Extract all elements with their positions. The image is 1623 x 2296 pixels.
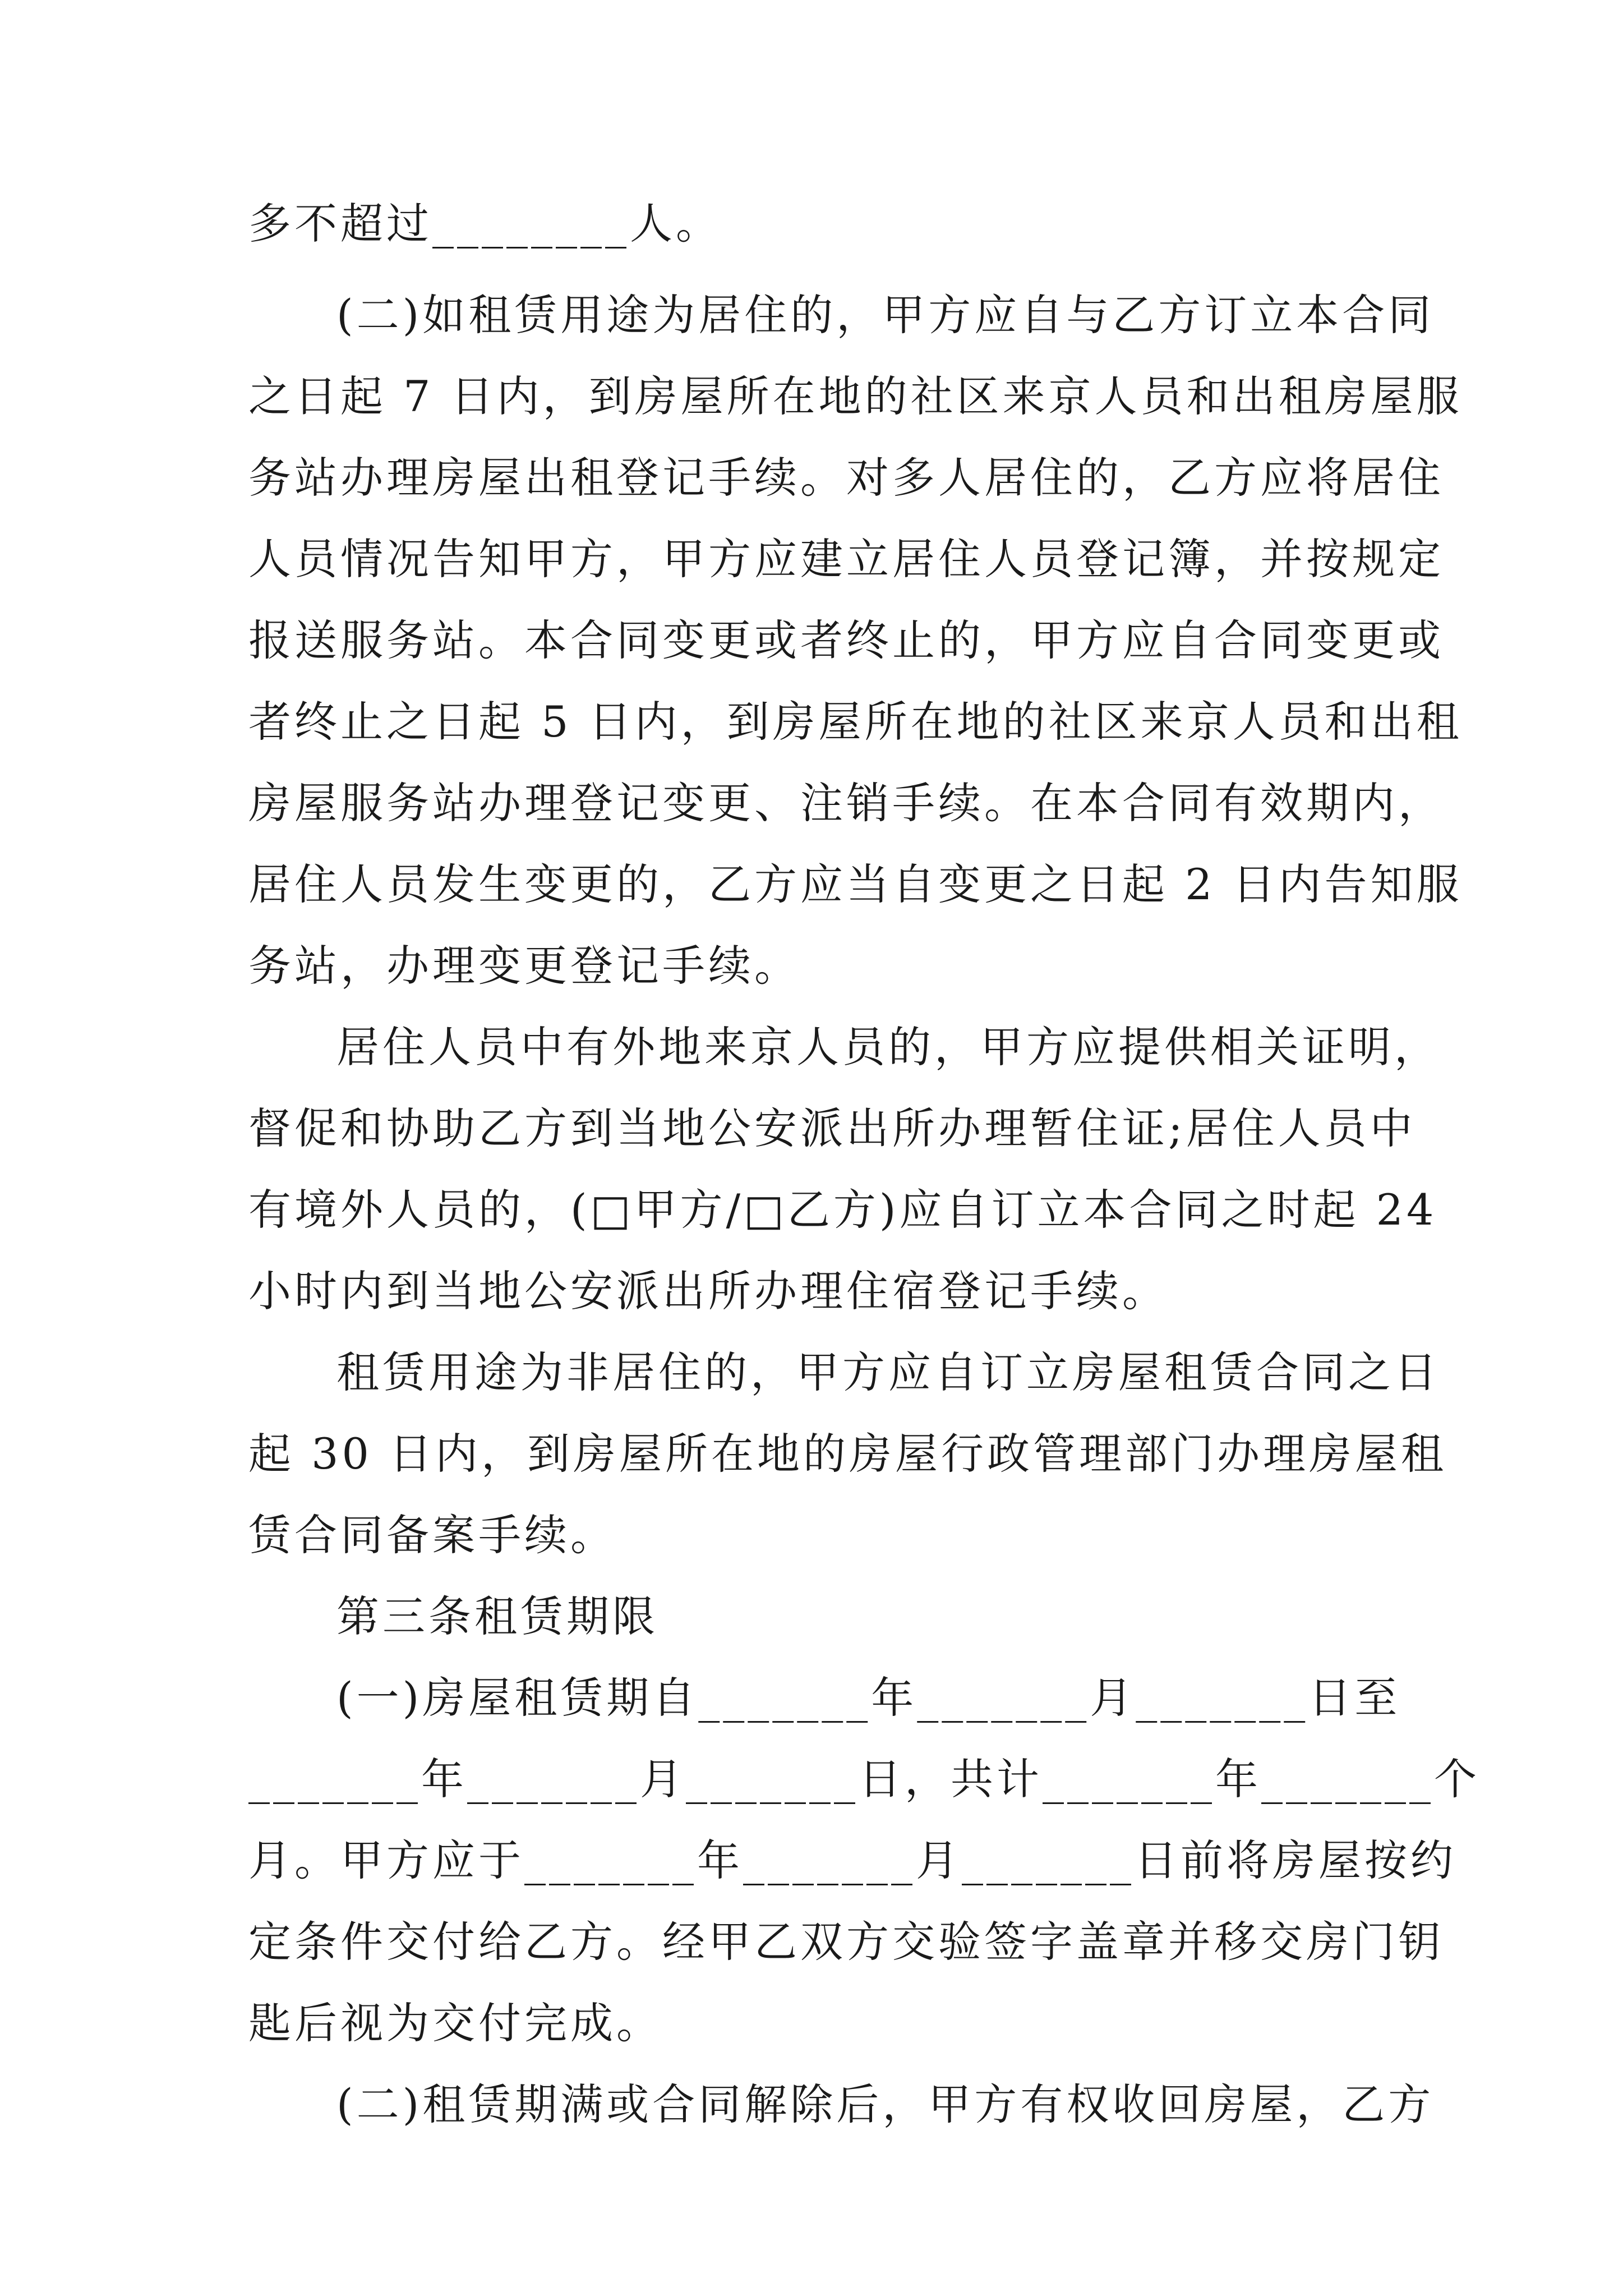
text-line-20: _______年_______月_______日，共计_______年_______个 [248, 1754, 1480, 1804]
text-line-9: 居住人员发生变更的，乙方应当自变更之日起 2 日内告知服 [248, 859, 1463, 909]
text-line-16: 起 30 日内，到房屋所在地的房屋行政管理部门办理房屋租 [248, 1429, 1447, 1479]
text-line-13: 有境外人员的，(□甲方/□乙方)应自订立本合同之时起 24 [248, 1185, 1437, 1235]
text-line-19: (一)房屋租赁期自_______年_______月_______日至 [336, 1673, 1401, 1723]
text-line-14: 小时内到当地公安派出所办理住宿登记手续。 [248, 1266, 1168, 1316]
section-heading: 第三条租赁期限 [336, 1591, 658, 1641]
text-line-10: 务站，办理变更登记手续。 [248, 941, 800, 991]
text-line-7: 者终止之日起 5 日内，到房屋所在地的社区来京人员和出租 [248, 697, 1463, 747]
text-line-23: 匙后视为交付完成。 [248, 1998, 662, 2048]
text-line-24: (二)租赁期满或合同解除后，甲方有权收回房屋，乙方 [336, 2079, 1435, 2129]
text-line-6: 报送服务站。本合同变更或者终止的，甲方应自合同变更或 [248, 615, 1444, 665]
text-line-22: 定条件交付给乙方。经甲乙双方交验签字盖章并移交房门钥 [248, 1917, 1444, 1967]
text-line-1: 多不超过________人。 [248, 199, 722, 249]
text-line-11: 居住人员中有外地来京人员的，甲方应提供相关证明， [336, 1022, 1440, 1072]
text-line-3: 之日起 7 日内，到房屋所在地的社区来京人员和出租房屋服 [248, 371, 1463, 421]
text-line-15: 租赁用途为非居住的，甲方应自订立房屋租赁合同之日 [336, 1347, 1440, 1397]
text-line-17: 赁合同备案手续。 [248, 1510, 616, 1560]
text-line-21: 月。甲方应于_______年_______月_______日前将房屋按约 [248, 1835, 1456, 1885]
text-line-4: 务站办理房屋出租登记手续。对多人居住的，乙方应将居住 [248, 453, 1444, 503]
text-line-5: 人员情况告知甲方，甲方应建立居住人员登记簿，并按规定 [248, 534, 1444, 584]
text-line-2: (二)如租赁用途为居住的，甲方应自与乙方订立本合同 [336, 290, 1435, 340]
text-line-8: 房屋服务站办理登记变更、注销手续。在本合同有效期内， [248, 778, 1444, 828]
text-line-12: 督促和协助乙方到当地公安派出所办理暂住证;居住人员中 [248, 1103, 1416, 1153]
